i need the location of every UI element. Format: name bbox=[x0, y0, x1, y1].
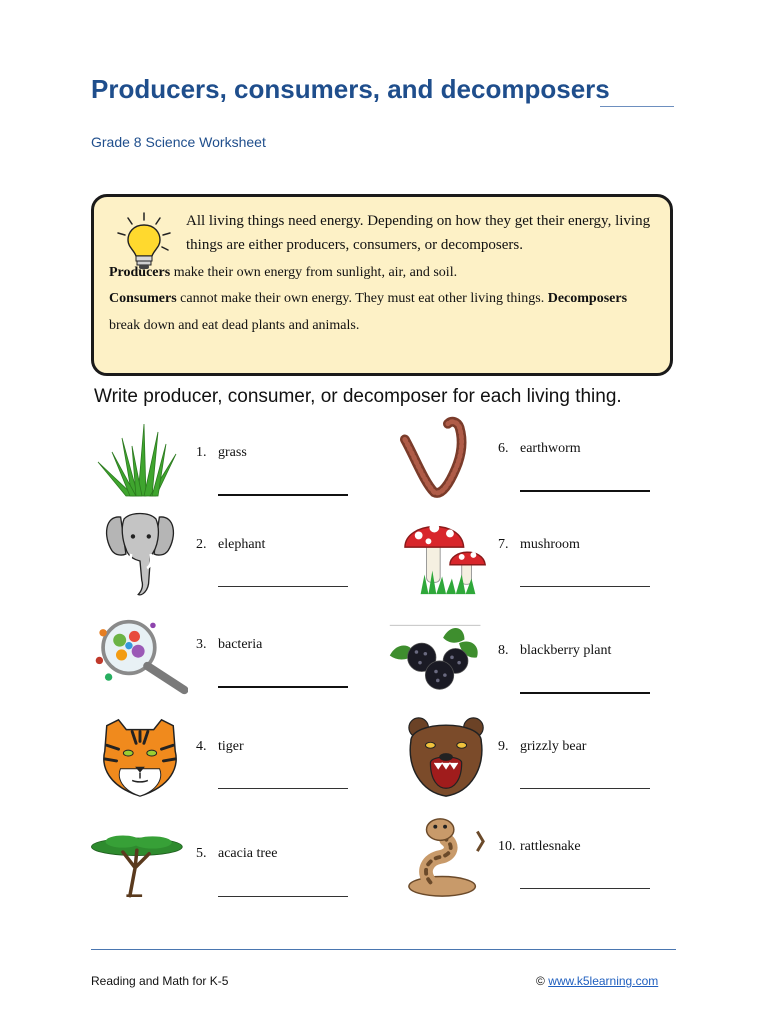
mushroom-icon bbox=[400, 510, 496, 598]
item-name: acacia tree bbox=[218, 846, 278, 861]
page-title: Producers, consumers, and decomposers bbox=[91, 74, 610, 104]
decomposers-term: Decomposers bbox=[547, 291, 628, 306]
footer-link[interactable]: www.k5learning.com bbox=[548, 974, 659, 988]
tiger-icon bbox=[92, 712, 188, 800]
producers-text: make their own energy from sunlight, air, and soil. bbox=[170, 265, 458, 280]
answer-line[interactable] bbox=[218, 686, 348, 688]
answer-line[interactable] bbox=[520, 888, 650, 889]
list-item bbox=[400, 712, 700, 802]
answer-line[interactable] bbox=[218, 788, 348, 789]
list-item bbox=[92, 610, 392, 700]
item-number: 8. bbox=[498, 643, 509, 658]
producers-term: Producers bbox=[109, 265, 171, 280]
item-number: 10. bbox=[498, 839, 516, 854]
answer-line[interactable] bbox=[218, 494, 348, 496]
item-name: blackberry plant bbox=[520, 643, 612, 658]
intro-text: All living things need energy. Depending on how they get their energy, living things are either producers, consumers, or decomposers. bbox=[186, 213, 651, 253]
list-item bbox=[400, 510, 700, 600]
item-name: mushroom bbox=[520, 537, 580, 552]
item-name: elephant bbox=[218, 537, 266, 552]
item-name: bacteria bbox=[218, 637, 263, 652]
bacteria-magnifier-icon bbox=[92, 610, 188, 698]
item-name: grizzly bear bbox=[520, 739, 587, 754]
producers-definition bbox=[109, 259, 679, 286]
list-item bbox=[92, 418, 392, 508]
item-number: 6. bbox=[498, 441, 509, 456]
consumers-definition bbox=[109, 285, 679, 339]
list-item bbox=[92, 712, 392, 802]
list-item bbox=[92, 510, 392, 600]
item-name: earthworm bbox=[520, 441, 581, 456]
list-item bbox=[394, 414, 694, 504]
bear-icon bbox=[400, 712, 496, 800]
list-item bbox=[400, 812, 700, 902]
footer-divider bbox=[91, 949, 676, 950]
grass-icon bbox=[92, 418, 188, 506]
item-name: tiger bbox=[218, 739, 244, 754]
list-item bbox=[388, 616, 688, 706]
footer-left-text: Reading and Math for K-5 bbox=[91, 974, 229, 988]
elephant-icon bbox=[92, 510, 188, 598]
blackberry-icon bbox=[388, 616, 484, 704]
item-number: 4. bbox=[196, 739, 207, 754]
info-box bbox=[91, 194, 673, 376]
decomposers-text: break down and eat dead plants and animals. bbox=[109, 318, 360, 333]
answer-line[interactable] bbox=[520, 586, 650, 587]
item-number: 7. bbox=[498, 537, 509, 552]
item-number: 3. bbox=[196, 637, 207, 652]
list-item bbox=[88, 822, 388, 912]
consumers-text: cannot make their own energy. They must eat other living things. bbox=[176, 291, 548, 306]
answer-line[interactable] bbox=[218, 586, 348, 587]
earthworm-icon bbox=[394, 414, 490, 502]
snake-icon bbox=[400, 812, 496, 900]
page-subtitle: Grade 8 Science Worksheet bbox=[91, 134, 266, 150]
item-number: 2. bbox=[196, 537, 207, 552]
item-name: grass bbox=[218, 445, 247, 460]
instruction-text: Write producer, consumer, or decomposer for each living thing. bbox=[94, 386, 622, 407]
consumers-term: Consumers bbox=[109, 291, 177, 306]
item-number: 9. bbox=[498, 739, 509, 754]
item-number: 1. bbox=[196, 445, 207, 460]
answer-line[interactable] bbox=[218, 896, 348, 897]
footer-right bbox=[536, 974, 658, 988]
title-underline bbox=[600, 106, 674, 107]
copyright-symbol: © bbox=[536, 974, 545, 988]
item-number: 5. bbox=[196, 846, 207, 861]
item-name: rattlesnake bbox=[520, 839, 581, 854]
acacia-tree-icon bbox=[88, 822, 184, 910]
answer-line[interactable] bbox=[520, 692, 650, 694]
answer-line[interactable] bbox=[520, 788, 650, 789]
answer-line[interactable] bbox=[520, 490, 650, 492]
